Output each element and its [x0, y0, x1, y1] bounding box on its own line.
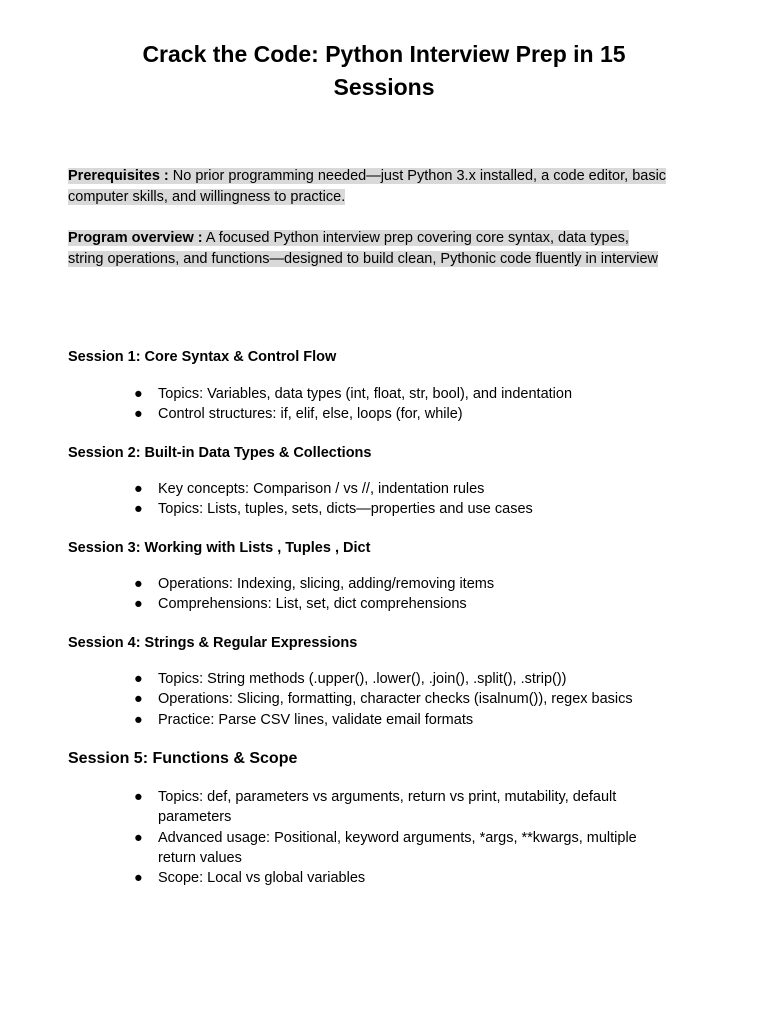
list-item	[134, 828, 674, 869]
list-item-text: Topics: Variables, data types (int, float, str, bool), and indentation	[158, 386, 573, 402]
list-item-text: Practice: Parse CSV lines, validate email formats	[158, 711, 474, 728]
session-4-heading: Session 4: Strings & Regular Expressions	[68, 635, 358, 651]
bullet-icon: ●	[134, 501, 143, 518]
prerequisites-label: Prerequisites :	[68, 168, 169, 184]
list-item	[134, 787, 674, 828]
overview-highlight	[68, 230, 658, 267]
list-item-text: Operations: Indexing, slicing, adding/removing items	[158, 576, 495, 592]
list-item	[134, 710, 674, 730]
list-item	[134, 669, 674, 689]
bullet-icon: ●	[134, 481, 143, 497]
list-item-text: Topics: def, parameters vs arguments, return vs print, mutability, default parameters	[158, 789, 617, 826]
bullet-icon: ●	[134, 406, 143, 423]
session-3-heading: Session 3: Working with Lists , Tuples , Dict	[68, 540, 371, 556]
bullet-icon: ●	[134, 870, 143, 887]
bullet-icon: ●	[134, 711, 143, 728]
list-item	[134, 594, 674, 614]
list-item	[134, 574, 674, 594]
session-4-list	[134, 669, 674, 730]
list-item	[134, 479, 674, 499]
session-1-heading: Session 1: Core Syntax & Control Flow	[68, 349, 337, 365]
list-item	[134, 689, 674, 709]
prerequisites-paragraph	[68, 166, 668, 207]
session-1-list	[134, 384, 674, 425]
prerequisites-text: No prior programming needed—just Python 3.x installed, a code editor, basic computer skills, and willingness to practice.	[68, 168, 667, 205]
overview-paragraph	[68, 228, 668, 269]
list-item	[134, 868, 674, 888]
list-item-text: Topics: Lists, tuples, sets, dicts—properties and use cases	[158, 501, 533, 518]
bullet-icon: ●	[134, 671, 143, 687]
list-item	[134, 384, 674, 404]
bullet-icon: ●	[134, 576, 143, 592]
bullet-icon: ●	[134, 691, 143, 708]
session-3-list	[134, 574, 674, 615]
overview-label: Program overview :	[68, 230, 203, 246]
list-item-text: Control structures: if, elif, else, loops (for, while)	[158, 406, 463, 423]
session-5-heading: Session 5: Functions & Scope	[68, 750, 298, 767]
bullet-icon: ●	[134, 789, 143, 805]
session-2-list	[134, 479, 674, 520]
list-item-text: Operations: Slicing, formatting, character checks (isalnum()), regex basics	[158, 691, 633, 708]
session-5-list	[134, 787, 674, 888]
list-item-text: Comprehensions: List, set, dict comprehensions	[158, 596, 467, 613]
list-item	[134, 404, 674, 424]
bullet-icon: ●	[134, 829, 143, 846]
list-item	[134, 499, 674, 519]
session-2-heading: Session 2: Built-in Data Types & Collections	[68, 445, 372, 461]
prerequisites-highlight	[68, 168, 666, 205]
overview-text: A focused Python interview prep covering core syntax, data types, string operations, and functions—designed to build clean, Pythonic code fluently in interview	[68, 230, 659, 267]
bullet-icon: ●	[134, 386, 143, 402]
bullet-icon: ●	[134, 596, 143, 613]
document-title: Crack the Code: Python Interview Prep in 15 Sessions	[142, 41, 626, 100]
list-item-text: Scope: Local vs global variables	[158, 870, 366, 887]
list-item-text: Topics: String methods (.upper(), .lower(), .join(), .split(), .strip())	[158, 671, 567, 687]
list-item-text: Advanced usage: Positional, keyword arguments, *args, **kwargs, multiple return values	[158, 829, 637, 866]
list-item-text: Key concepts: Comparison / vs //, indentation rules	[158, 481, 485, 497]
